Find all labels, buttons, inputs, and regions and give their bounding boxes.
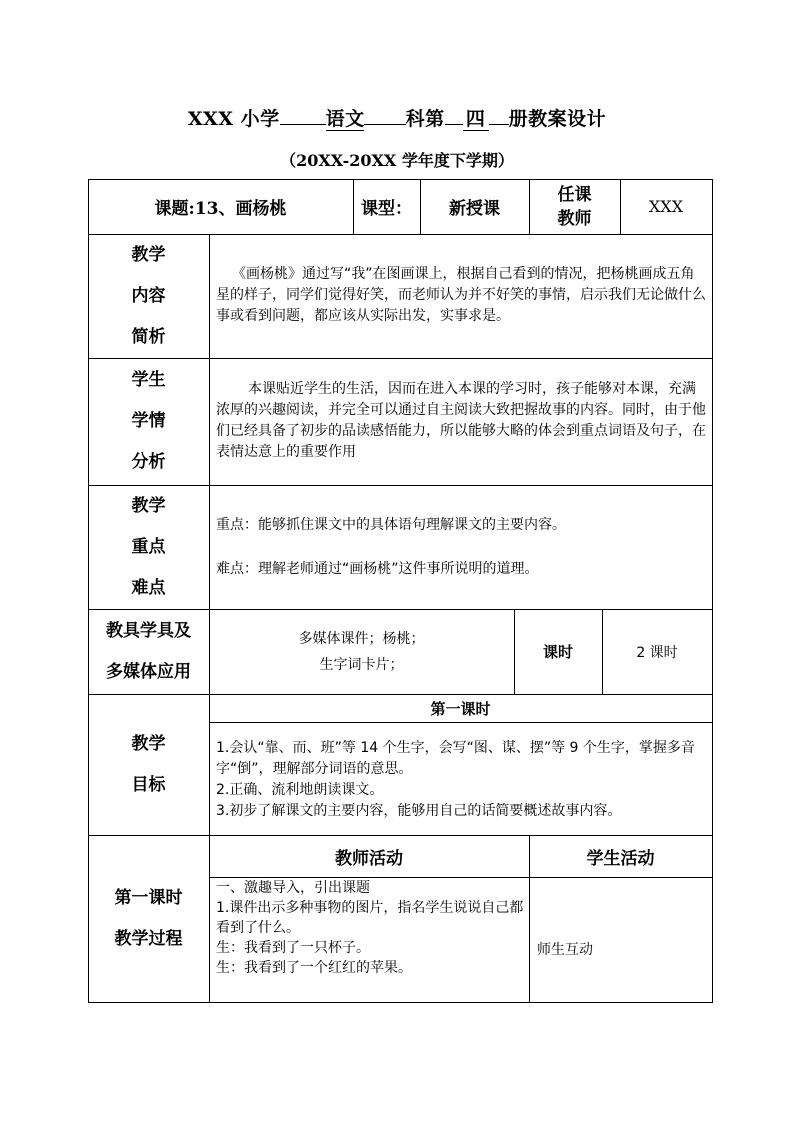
process-label-line: 第一课时 [114,887,183,908]
teacher-activity-line: 一、激趣导入，引出课题 [216,880,370,896]
teacher-activity [216,878,526,978]
student-activity: 师生互动 [537,942,593,958]
process-label-line: 教学过程 [114,928,183,949]
analysis-label-line: 学生 [131,370,166,390]
lesson-type-label: 课型： [361,199,412,219]
tools-line: 生字词卡片； [319,656,404,673]
content-label [88,234,209,358]
tools-list [209,609,514,694]
tools-label [88,609,209,694]
title-school: XXX 小学 [187,108,280,130]
title-end: 册教案设计 [508,108,607,130]
tools-label-line: 教具学具及 [106,620,191,641]
content-label-line: 简析 [131,326,166,347]
content-summary: 《画杨桃》通过写“我”在图画课上，根据自己看到的情况，把杨桃画成五角星的样子，同学们觉得好笑，而老师认为并不好笑的事情，启示我们无论做什么事或看到问题，都应该从实际出发，实事求是。 [216,266,706,324]
analysis-label-line: 分析 [131,452,166,472]
analysis-label [88,358,209,485]
keypoints-label-line: 难点 [131,577,166,598]
title-subject: 语文 [325,108,365,130]
table-border-right [712,179,713,1003]
teacher-label-line-2: 教师 [557,208,592,229]
teacher-name: XXX [648,197,684,216]
teacher-activity-line: 1.课件出示多种事物的图片，指名学生说说自己都看到了什么。 [216,900,524,936]
student-activity-header: 学生活动 [586,848,655,869]
title-blank-2 [364,124,406,125]
tools-label-line: 多媒体应用 [106,661,191,682]
analysis-label-line: 学情 [131,411,166,431]
table-line [209,722,713,723]
goal-item: 2.正确、流利地朗读课文。 [216,782,384,798]
title-blank-3 [445,124,463,125]
title-blank-4 [489,124,509,125]
goals-label [88,694,209,835]
lesson-type-value: 新授课 [449,199,500,219]
document-title [0,104,794,131]
table-line-bottom [88,1002,713,1003]
title-mid: 科第 [405,108,445,130]
content-label-line: 教学 [131,244,166,265]
teacher-label [529,179,620,234]
keypoints-label [88,485,209,609]
lesson-topic: 课题:13、画杨桃 [154,199,287,219]
goal-item: 3.初步了解课文的主要内容，能够用自己的话简要概述故事内容。 [216,803,622,819]
keypoints-label-line: 重点 [131,536,166,557]
key-point: 重点：能够抓住课文中的具体语句理解课文的主要内容。 [216,517,566,533]
goals-list [216,738,708,822]
title-volume: 四 [463,108,489,131]
teacher-label-line-1: 任课 [557,184,592,205]
teacher-activity-line: 生：我看到了一个红红的苹果。 [216,960,412,976]
difficult-point: 难点：理解老师通过“画杨桃”这件事所说明的道理。 [216,561,539,577]
process-label [88,835,209,1002]
analysis-text: 本课贴近学生的生活，因而在进入本课的学习时，孩子能够对本课，充满浓厚的兴趣阅读，并完全可以通过自主阅读大致把握故事的内容。同时，由于他们已经具备了初步的品读感悟能力，所以能够大略的体会到重点词语及句子，在表情达意上的重要作用 [216,381,706,460]
goals-label-line: 教学 [131,733,166,754]
hours-value: 2 课时 [636,644,678,661]
document-subtitle: （20XX-20XX 学年度下学期） [280,151,514,170]
keypoints-label-line: 教学 [131,495,166,516]
goals-session-title: 第一课时 [430,699,491,718]
title-blank-1 [280,124,326,125]
goals-label-line: 目标 [131,774,166,795]
teacher-activity-line: 生：我看到了一只杯子。 [216,940,370,956]
goal-item: 1.会认“靠、而、班”等 14 个生字，会写“图、谋、摆”等 9 个生字，掌握多音字“倒”，理解部分词语的意思。 [216,740,695,777]
hours-label: 课时 [542,643,573,661]
content-label-line: 内容 [131,285,166,306]
teacher-activity-header: 教师活动 [335,848,403,869]
tools-line: 多媒体课件；杨桃； [298,630,425,647]
